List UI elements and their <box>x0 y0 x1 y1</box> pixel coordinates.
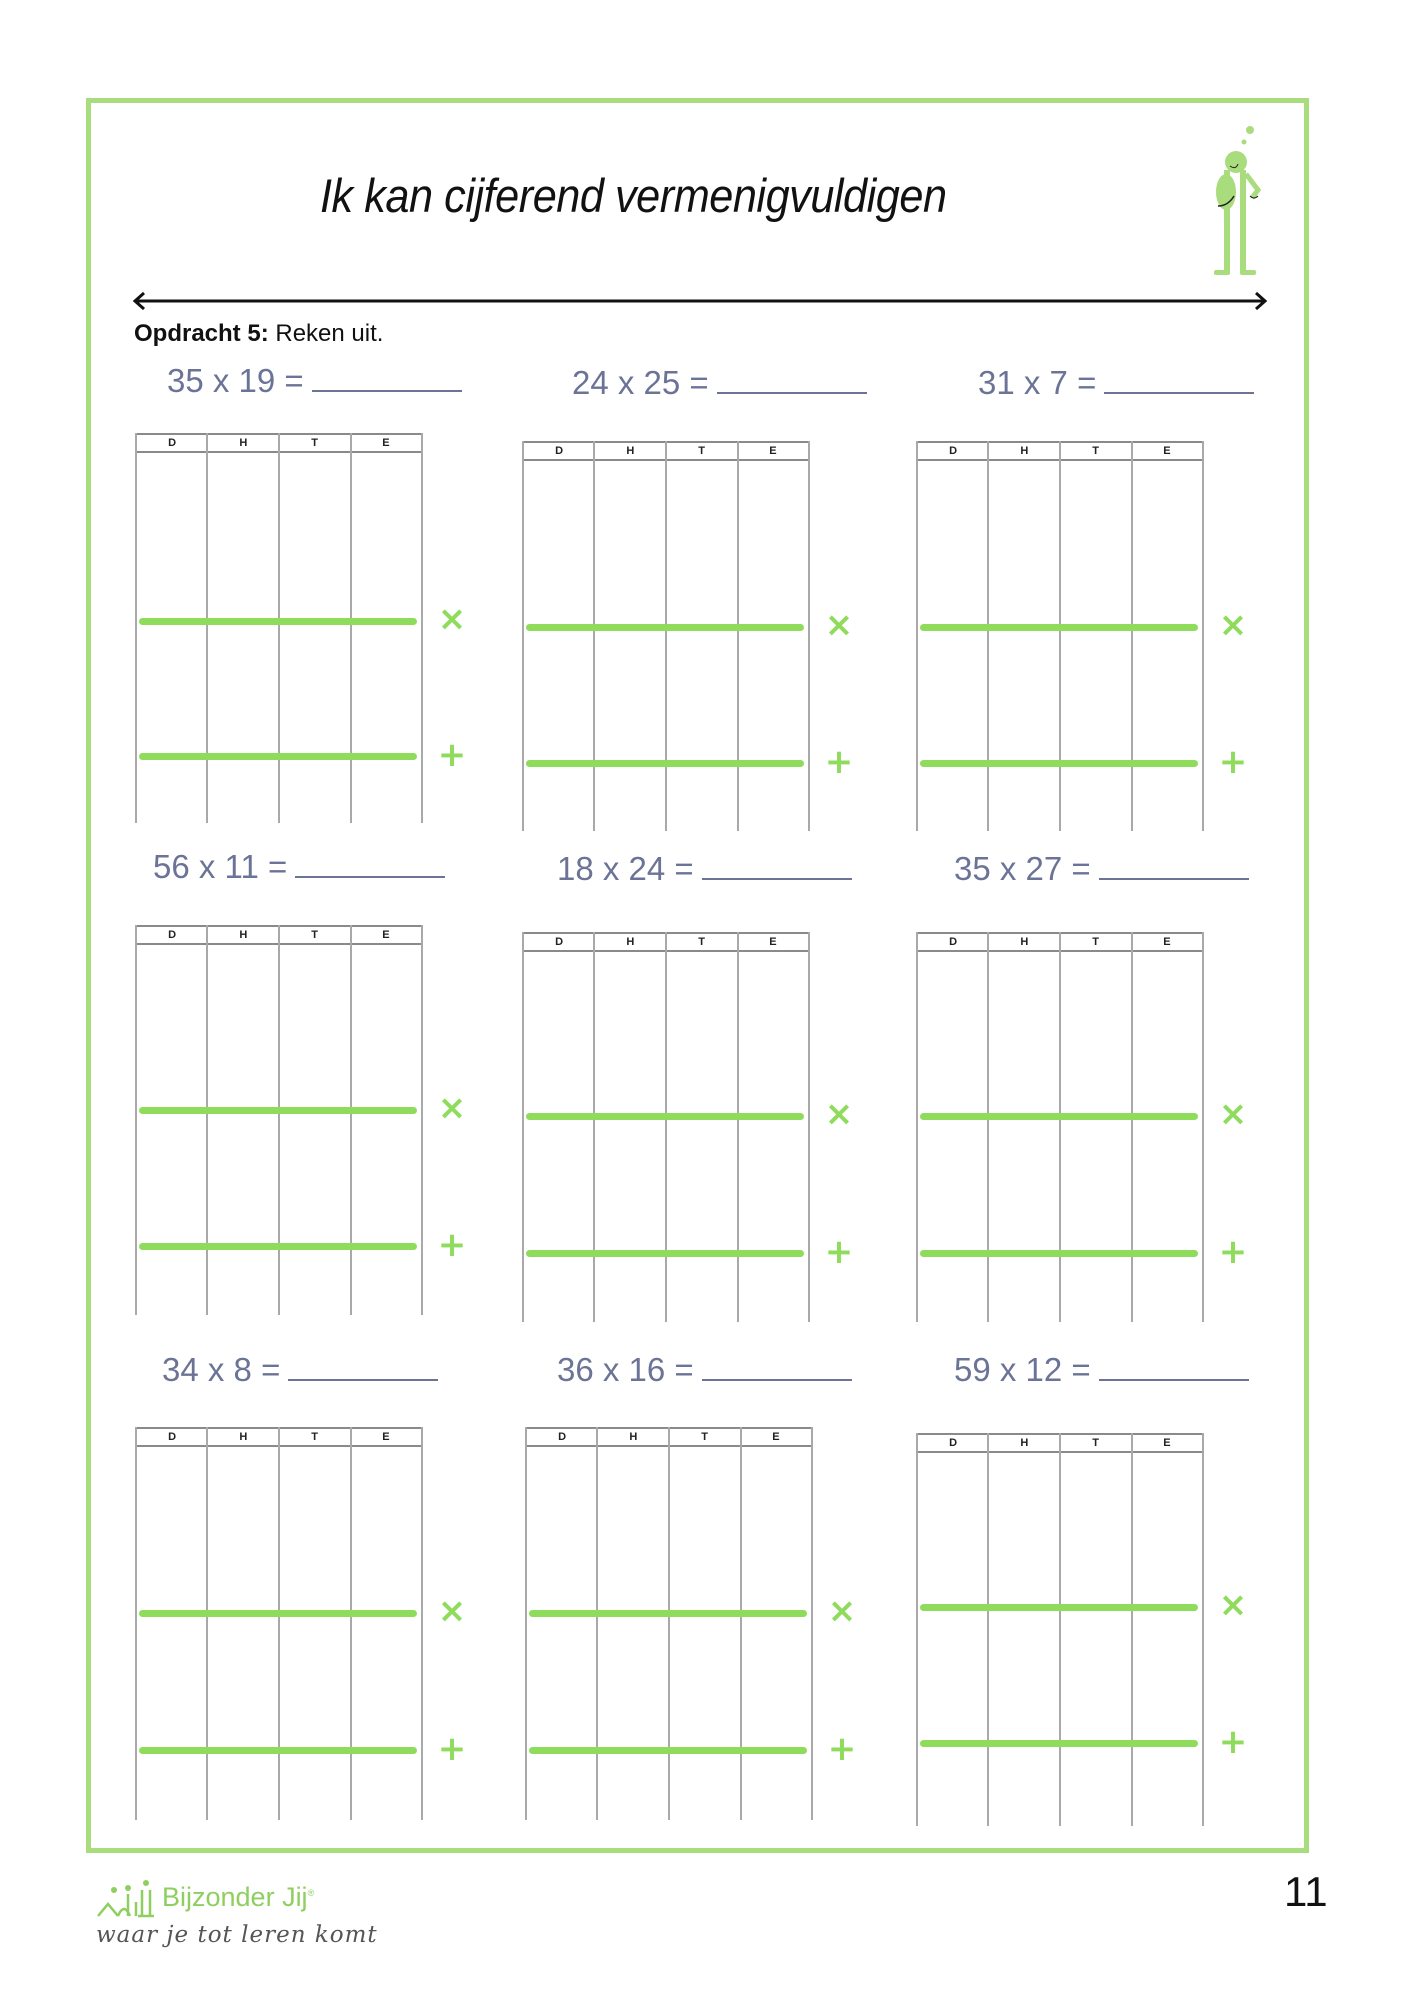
grid-line <box>1131 1433 1133 1826</box>
grid-line <box>350 925 352 1315</box>
sum-line <box>139 1747 417 1754</box>
col-E: E <box>1163 1437 1171 1449</box>
grid-line <box>525 1427 527 1820</box>
col-D: D <box>918 443 989 459</box>
answer-blank[interactable] <box>1104 366 1254 394</box>
col-D: D <box>527 1429 598 1445</box>
col-T: T <box>1061 934 1132 950</box>
grid-line <box>596 1427 598 1820</box>
grid-line <box>350 1427 352 1820</box>
answer-blank[interactable] <box>717 366 867 394</box>
answer-blank[interactable] <box>312 364 462 392</box>
col-T: T <box>667 443 738 459</box>
problem-2 <box>572 364 867 402</box>
instruction-label: Opdracht 5: <box>134 320 269 347</box>
answer-blank[interactable] <box>295 850 445 878</box>
col-D: D <box>918 934 989 950</box>
grid-line <box>987 1433 989 1826</box>
grid-line <box>987 932 989 1322</box>
grid-line <box>737 441 739 831</box>
col-H: H <box>208 435 279 451</box>
problem-5 <box>557 850 852 888</box>
col-D: D <box>137 435 208 451</box>
sum-line <box>529 1747 807 1754</box>
multiply-icon: × <box>437 1591 467 1631</box>
place-value-grid-3[interactable] <box>916 441 1248 831</box>
grid-line <box>916 441 918 831</box>
problem-expression: 18 x 24 = <box>557 850 694 887</box>
col-D: D <box>524 443 595 459</box>
answer-blank[interactable] <box>702 1353 852 1381</box>
sum-line <box>920 1250 1198 1257</box>
place-value-grid-9[interactable] <box>916 1433 1248 1826</box>
grid-line <box>135 925 137 1315</box>
col-T: T <box>280 1429 351 1445</box>
multiply-icon: × <box>827 1591 857 1631</box>
problem-9 <box>954 1351 1249 1389</box>
problem-expression: 35 x 19 = <box>167 362 304 399</box>
multiply-icon: × <box>437 1088 467 1128</box>
col-T: T <box>280 435 351 451</box>
col-H: H <box>208 927 279 943</box>
multiply-line <box>139 1610 417 1617</box>
col-E: E <box>772 1431 780 1443</box>
sum-line <box>139 1243 417 1250</box>
plus-icon: + <box>437 735 467 775</box>
multiply-icon: × <box>1218 1585 1248 1625</box>
place-value-grid-1[interactable] <box>135 433 467 823</box>
grid-line <box>206 925 208 1315</box>
grid-line <box>916 1433 918 1826</box>
grid-line <box>278 925 280 1315</box>
plus-icon: + <box>827 1729 857 1769</box>
multiply-line <box>139 618 417 625</box>
grid-line <box>350 433 352 823</box>
problem-7 <box>162 1351 438 1389</box>
place-value-grid-4[interactable] <box>135 925 467 1315</box>
col-E: E <box>1163 936 1171 948</box>
col-E: E <box>382 929 390 941</box>
answer-blank[interactable] <box>1099 852 1249 880</box>
problem-expression: 34 x 8 = <box>162 1351 281 1388</box>
place-value-grid-2[interactable] <box>522 441 854 831</box>
col-D: D <box>137 1429 208 1445</box>
col-D: D <box>524 934 595 950</box>
grid-line <box>665 932 667 1322</box>
multiply-icon: × <box>824 605 854 645</box>
col-H: H <box>989 1435 1060 1451</box>
plus-icon: + <box>1218 1232 1248 1272</box>
plus-icon: + <box>437 1729 467 1769</box>
brand-tagline: waar je tot leren komt <box>96 1922 378 1948</box>
grid-line <box>206 1427 208 1820</box>
multiply-icon: × <box>1218 1094 1248 1134</box>
problem-expression: 36 x 16 = <box>557 1351 694 1388</box>
grid-line <box>421 433 423 823</box>
place-value-grid-5[interactable] <box>522 932 854 1322</box>
col-T: T <box>667 934 738 950</box>
col-E: E <box>769 445 777 457</box>
multiply-icon: × <box>824 1094 854 1134</box>
col-D: D <box>137 927 208 943</box>
plus-icon: + <box>1218 742 1248 782</box>
grid-line <box>278 433 280 823</box>
instruction <box>134 320 383 348</box>
plus-icon: + <box>1218 1722 1248 1762</box>
grid-line <box>1059 441 1061 831</box>
grid-line <box>522 932 524 1322</box>
grid-line <box>987 441 989 831</box>
grid-line <box>740 1427 742 1820</box>
col-H: H <box>208 1429 279 1445</box>
grid-line <box>665 441 667 831</box>
col-H: H <box>595 934 666 950</box>
grid-line <box>668 1427 670 1820</box>
people-logo-icon <box>96 1880 160 1920</box>
col-E: E <box>382 437 390 449</box>
col-H: H <box>595 443 666 459</box>
problem-expression: 35 x 27 = <box>954 850 1091 887</box>
problem-expression: 59 x 12 = <box>954 1351 1091 1388</box>
problem-3 <box>978 364 1254 402</box>
multiply-line <box>526 624 804 631</box>
grid-line <box>421 925 423 1315</box>
grid-line <box>278 1427 280 1820</box>
grid-line <box>1059 932 1061 1322</box>
registered-mark: ® <box>307 1888 315 1898</box>
col-E: E <box>382 1431 390 1443</box>
sum-line <box>526 760 804 767</box>
grid-line <box>206 433 208 823</box>
problem-expression: 56 x 11 = <box>153 848 288 885</box>
col-T: T <box>670 1429 741 1445</box>
problem-6 <box>954 850 1249 888</box>
page-title: Ik kan cijferend vermenigvuldigen <box>320 169 947 222</box>
problem-expression: 24 x 25 = <box>572 364 709 401</box>
grid-line <box>1202 1433 1204 1826</box>
col-H: H <box>989 443 1060 459</box>
sum-line <box>139 753 417 760</box>
answer-blank[interactable] <box>1099 1353 1249 1381</box>
page-number: 11 <box>1284 1868 1328 1915</box>
col-T: T <box>280 927 351 943</box>
grid-line <box>421 1427 423 1820</box>
col-T: T <box>1061 443 1132 459</box>
plus-icon: + <box>437 1225 467 1265</box>
grid-line <box>1202 932 1204 1322</box>
grid-line <box>135 1427 137 1820</box>
sum-line <box>526 1250 804 1257</box>
grid-line <box>1131 932 1133 1322</box>
grid-line <box>1202 441 1204 831</box>
problem-8 <box>557 1351 852 1389</box>
col-T: T <box>1061 1435 1132 1451</box>
plus-icon: + <box>824 1232 854 1272</box>
multiply-line <box>920 1604 1198 1611</box>
multiply-icon: × <box>1218 605 1248 645</box>
grid-line <box>737 932 739 1322</box>
col-E: E <box>769 936 777 948</box>
col-E: E <box>1163 445 1171 457</box>
grid-line <box>808 932 810 1322</box>
multiply-line <box>139 1107 417 1114</box>
instruction-text: Reken uit. <box>268 320 384 347</box>
place-value-grid-7[interactable] <box>135 1427 467 1820</box>
brand-text: Bijzonder Jij <box>162 1882 308 1912</box>
answer-blank[interactable] <box>702 852 852 880</box>
sum-line <box>920 760 1198 767</box>
problem-expression: 31 x 7 = <box>978 364 1097 401</box>
place-value-grid-6[interactable] <box>916 932 1248 1322</box>
grid-line <box>593 932 595 1322</box>
multiply-line <box>526 1113 804 1120</box>
brand-logo <box>96 1880 378 1970</box>
place-value-grid-8[interactable] <box>525 1427 857 1820</box>
grid-line <box>135 433 137 823</box>
col-H: H <box>989 934 1060 950</box>
grid-line <box>808 441 810 831</box>
grid-line <box>593 441 595 831</box>
problem-4 <box>153 848 445 886</box>
multiply-icon: × <box>437 599 467 639</box>
thinking-person-icon <box>1208 122 1270 282</box>
brand-name <box>162 1882 314 1913</box>
problem-1 <box>167 362 462 400</box>
double-arrow-divider <box>132 290 1268 312</box>
answer-blank[interactable] <box>288 1353 438 1381</box>
sum-line <box>920 1740 1198 1747</box>
multiply-line <box>529 1610 807 1617</box>
grid-line <box>916 932 918 1322</box>
grid-line <box>1059 1433 1061 1826</box>
grid-line <box>811 1427 813 1820</box>
grid-line <box>1131 441 1133 831</box>
multiply-line <box>920 1113 1198 1120</box>
grid-line <box>522 441 524 831</box>
multiply-line <box>920 624 1198 631</box>
col-D: D <box>918 1435 989 1451</box>
plus-icon: + <box>824 742 854 782</box>
col-H: H <box>598 1429 669 1445</box>
